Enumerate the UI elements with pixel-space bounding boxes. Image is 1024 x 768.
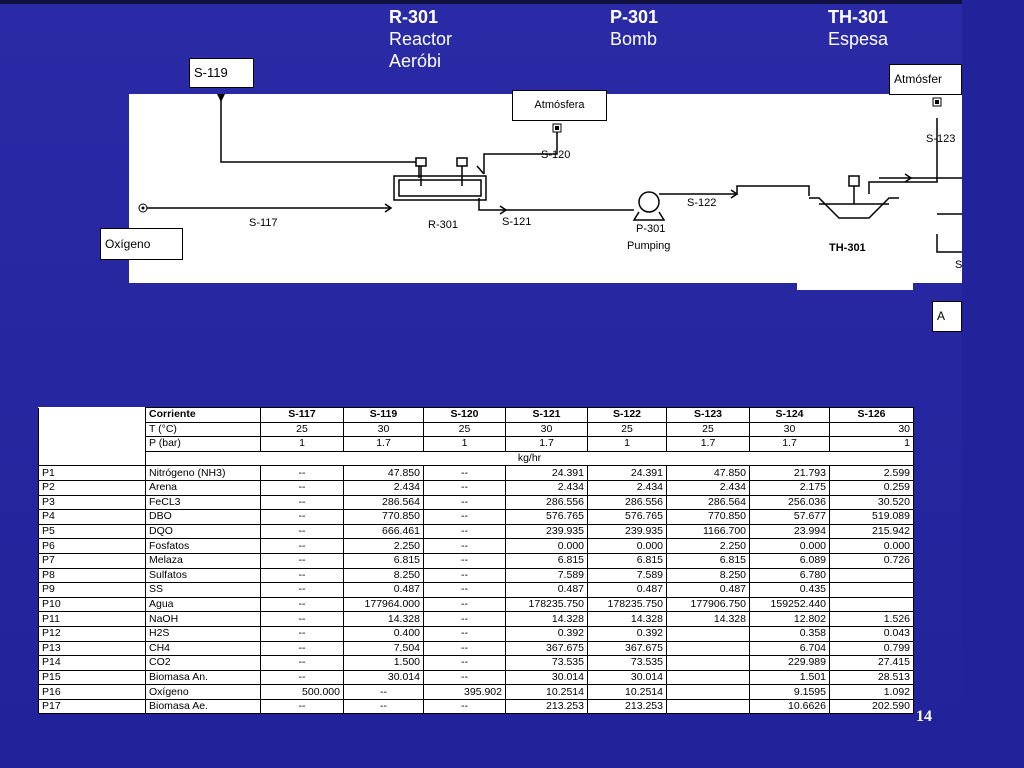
row-value-cell: 6.089: [750, 553, 830, 568]
pump-base: [634, 212, 664, 220]
row-value-cell: 6.704: [750, 641, 830, 656]
row-value-cell: --: [424, 612, 506, 627]
process-flow-diagram: [129, 94, 962, 283]
units-label: kg/hr: [146, 451, 914, 466]
s119-label-box: S-119: [189, 58, 254, 88]
row-value-cell: --: [424, 568, 506, 583]
row-value-cell: 73.535: [588, 656, 667, 671]
stream-out-3: [937, 234, 962, 252]
row-value-cell: 286.556: [588, 495, 667, 510]
row-id: P8: [39, 568, 146, 583]
row-id: P7: [39, 553, 146, 568]
stream-s122-line: [659, 186, 809, 196]
row-value-cell: --: [424, 699, 506, 714]
row-value-cell: 14.328: [344, 612, 424, 627]
label-pumping: Pumping: [627, 240, 671, 252]
row-value-cell: 159252.440: [750, 597, 830, 612]
row-value-cell: --: [424, 480, 506, 495]
table-header-row: [39, 408, 914, 423]
row-id: P14: [39, 656, 146, 671]
row-value-cell: 6.815: [588, 553, 667, 568]
right-margin: [962, 0, 1024, 768]
row-value-cell: 0.000: [588, 539, 667, 554]
pressure-cell: 1: [830, 437, 914, 452]
row-component-name: FeCL3: [146, 495, 261, 510]
row-id: P4: [39, 510, 146, 525]
row-value-cell: 7.589: [506, 568, 588, 583]
temp-cell: 25: [424, 422, 506, 437]
row-value-cell: 576.765: [506, 510, 588, 525]
row-value-cell: [667, 670, 750, 685]
row-value-cell: 239.935: [506, 524, 588, 539]
row-value-cell: 9.1595: [750, 685, 830, 700]
table-row: [39, 699, 914, 714]
table-row: [39, 466, 914, 481]
pump-circle: [639, 192, 659, 212]
row-id: P5: [39, 524, 146, 539]
row-value-cell: 2.434: [344, 480, 424, 495]
row-component-name: Biomasa Ae.: [146, 699, 261, 714]
equipment-tag: P-301: [610, 7, 659, 27]
row-value-cell: 30.014: [588, 670, 667, 685]
row-component-name: Biomasa An.: [146, 670, 261, 685]
oxygen-label-box: Oxígeno: [100, 228, 183, 260]
row-value-cell: 2.599: [830, 466, 914, 481]
stream-s119-line: [221, 94, 419, 178]
header-stream: S-117: [261, 408, 344, 423]
row-value-cell: 6.780: [750, 568, 830, 583]
row-value-cell: 286.564: [344, 495, 424, 510]
row-value-cell: 0.259: [830, 480, 914, 495]
label-s117: S-117: [249, 217, 278, 229]
row-value-cell: --: [344, 685, 424, 700]
label-s121: S-121: [502, 216, 532, 228]
row-value-cell: [667, 685, 750, 700]
row-component-name: Oxígeno: [146, 685, 261, 700]
row-id: P10: [39, 597, 146, 612]
row-value-cell: 239.935: [588, 524, 667, 539]
atmosphere-label-box-right: Atmósfer: [889, 64, 962, 95]
row-value-cell: 286.556: [506, 495, 588, 510]
row-value-cell: 666.461: [344, 524, 424, 539]
row-value-cell: --: [261, 583, 344, 598]
table-row: [39, 539, 914, 554]
row-value-cell: --: [261, 699, 344, 714]
row-value-cell: 2.434: [506, 480, 588, 495]
row-value-cell: 24.391: [506, 466, 588, 481]
row-value-cell: --: [344, 699, 424, 714]
row-value-cell: 27.415: [830, 656, 914, 671]
row-component-name: Fosfatos: [146, 539, 261, 554]
row-value-cell: 73.535: [506, 656, 588, 671]
row-value-cell: 229.989: [750, 656, 830, 671]
row-value-cell: 0.799: [830, 641, 914, 656]
row-value-cell: 0.487: [588, 583, 667, 598]
equipment-name: Reactor: [389, 29, 453, 49]
row-value-cell: 6.815: [667, 553, 750, 568]
row-value-cell: 256.036: [750, 495, 830, 510]
table-row: [39, 524, 914, 539]
arrow-s120: [477, 166, 484, 174]
row-value-cell: 0.392: [588, 626, 667, 641]
row-value-cell: [830, 583, 914, 598]
row-value-cell: 213.253: [506, 699, 588, 714]
table-row: [39, 597, 914, 612]
row-value-cell: 1.526: [830, 612, 914, 627]
row-value-cell: 202.590: [830, 699, 914, 714]
row-value-cell: 30.520: [830, 495, 914, 510]
temperature-label: T (°C): [146, 422, 261, 437]
row-value-cell: 367.675: [506, 641, 588, 656]
row-value-cell: 770.850: [667, 510, 750, 525]
row-component-name: Arena: [146, 480, 261, 495]
row-value-cell: --: [261, 656, 344, 671]
table-row: [39, 685, 914, 700]
reactor-inner: [399, 180, 481, 196]
row-component-name: CO2: [146, 656, 261, 671]
pressure-cell: 1.7: [750, 437, 830, 452]
row-value-cell: 6.815: [506, 553, 588, 568]
row-value-cell: 2.175: [750, 480, 830, 495]
flow-diagram-svg: [129, 94, 962, 283]
row-value-cell: 1.092: [830, 685, 914, 700]
row-value-cell: 57.677: [750, 510, 830, 525]
header-stream: S-123: [667, 408, 750, 423]
row-value-cell: [830, 568, 914, 583]
row-value-cell: 7.504: [344, 641, 424, 656]
row-value-cell: 0.726: [830, 553, 914, 568]
pressure-cell: 1.7: [506, 437, 588, 452]
table-row: [39, 583, 914, 598]
table-row: [39, 656, 914, 671]
table-row: [39, 480, 914, 495]
temp-cell: 25: [667, 422, 750, 437]
row-value-cell: [667, 656, 750, 671]
header-stream: S-126: [830, 408, 914, 423]
equipment-p301: [610, 6, 658, 50]
table-row: [39, 641, 914, 656]
row-value-cell: 2.250: [667, 539, 750, 554]
row-value-cell: 10.6626: [750, 699, 830, 714]
row-value-cell: 0.400: [344, 626, 424, 641]
temp-cell: 30: [344, 422, 424, 437]
row-component-name: Nitrógeno (NH3): [146, 466, 261, 481]
top-border: [0, 0, 962, 4]
row-value-cell: --: [424, 597, 506, 612]
row-value-cell: --: [424, 495, 506, 510]
row-value-cell: 367.675: [588, 641, 667, 656]
stream-s123-line: [869, 118, 937, 194]
header-stream: S-124: [750, 408, 830, 423]
row-value-cell: 14.328: [667, 612, 750, 627]
pressure-cell: 1.7: [344, 437, 424, 452]
row-id: P1: [39, 466, 146, 481]
pressure-cell: 1: [588, 437, 667, 452]
row-value-cell: --: [261, 466, 344, 481]
row-value-cell: --: [424, 583, 506, 598]
row-value-cell: --: [261, 626, 344, 641]
header-stream: S-122: [588, 408, 667, 423]
temp-cell: 30: [506, 422, 588, 437]
row-value-cell: --: [424, 539, 506, 554]
row-id: P15: [39, 670, 146, 685]
row-value-cell: --: [261, 612, 344, 627]
header-stream: S-119: [344, 408, 424, 423]
row-component-name: Melaza: [146, 553, 261, 568]
row-value-cell: 23.994: [750, 524, 830, 539]
label-p301: P-301: [636, 223, 666, 235]
row-value-cell: [667, 626, 750, 641]
row-id: P12: [39, 626, 146, 641]
pressure-cell: 1: [261, 437, 344, 452]
table-row: [39, 612, 914, 627]
row-value-cell: --: [424, 626, 506, 641]
row-value-cell: --: [261, 553, 344, 568]
row-component-name: SS: [146, 583, 261, 598]
label-s120: S-120: [541, 149, 571, 161]
row-value-cell: 24.391: [588, 466, 667, 481]
table-row: [39, 670, 914, 685]
stream-table: [38, 407, 914, 714]
row-value-cell: 28.513: [830, 670, 914, 685]
row-value-cell: 0.043: [830, 626, 914, 641]
row-value-cell: 30.014: [506, 670, 588, 685]
table-row: [39, 626, 914, 641]
row-value-cell: [667, 641, 750, 656]
row-value-cell: --: [261, 495, 344, 510]
row-component-name: Sulfatos: [146, 568, 261, 583]
row-value-cell: 10.2514: [506, 685, 588, 700]
table-row: [39, 495, 914, 510]
row-id: P9: [39, 583, 146, 598]
label-s122: S-122: [687, 197, 717, 209]
label-r301: R-301: [428, 219, 458, 231]
table-row: [39, 553, 914, 568]
row-value-cell: 215.942: [830, 524, 914, 539]
temp-cell: 30: [750, 422, 830, 437]
row-value-cell: 1166.700: [667, 524, 750, 539]
row-value-cell: 500.000: [261, 685, 344, 700]
row-value-cell: 2.434: [667, 480, 750, 495]
pressure-cell: 1.7: [667, 437, 750, 452]
row-value-cell: 21.793: [750, 466, 830, 481]
row-value-cell: --: [424, 466, 506, 481]
row-id: P16: [39, 685, 146, 700]
row-component-name: Agua: [146, 597, 261, 612]
row-value-cell: 14.328: [506, 612, 588, 627]
row-value-cell: 8.250: [667, 568, 750, 583]
row-value-cell: 576.765: [588, 510, 667, 525]
label-s123: S-123: [926, 133, 956, 145]
row-value-cell: --: [261, 670, 344, 685]
header-stream: S-120: [424, 408, 506, 423]
row-value-cell: --: [261, 597, 344, 612]
row-value-cell: 177964.000: [344, 597, 424, 612]
row-value-cell: 770.850: [344, 510, 424, 525]
row-value-cell: [667, 699, 750, 714]
row-value-cell: 213.253: [588, 699, 667, 714]
row-id: P17: [39, 699, 146, 714]
temp-cell: 25: [261, 422, 344, 437]
temp-cell: 25: [588, 422, 667, 437]
equipment-name: Espesa: [828, 29, 889, 49]
row-value-cell: --: [424, 524, 506, 539]
row-component-name: CH4: [146, 641, 261, 656]
row-value-cell: --: [261, 539, 344, 554]
row-id: P11: [39, 612, 146, 627]
row-value-cell: 12.802: [750, 612, 830, 627]
table-row: [39, 510, 914, 525]
row-value-cell: 14.328: [588, 612, 667, 627]
row-value-cell: 47.850: [344, 466, 424, 481]
row-value-cell: 2.250: [344, 539, 424, 554]
row-value-cell: 1.501: [750, 670, 830, 685]
row-value-cell: --: [261, 480, 344, 495]
row-value-cell: --: [424, 510, 506, 525]
row-value-cell: 0.000: [506, 539, 588, 554]
row-value-cell: --: [424, 641, 506, 656]
row-value-cell: 1.500: [344, 656, 424, 671]
row-value-cell: [830, 597, 914, 612]
page-number: 14: [916, 708, 932, 725]
table-row: [39, 568, 914, 583]
row-value-cell: 0.000: [830, 539, 914, 554]
row-component-name: DBO: [146, 510, 261, 525]
thickener-motor: [849, 176, 859, 186]
equipment-name: Bomb: [610, 29, 658, 49]
label-th301: TH-301: [829, 242, 866, 254]
header-stream: S-121: [506, 408, 588, 423]
row-value-cell: --: [261, 568, 344, 583]
arrow-s119: [217, 94, 225, 102]
row-value-cell: --: [424, 656, 506, 671]
row-component-name: H2S: [146, 626, 261, 641]
equipment-th301: [828, 6, 888, 50]
flow-panel-tab: [797, 282, 913, 290]
row-value-cell: 395.902: [424, 685, 506, 700]
row-value-cell: --: [424, 670, 506, 685]
label-s-cut: S: [955, 259, 962, 271]
row-id: P6: [39, 539, 146, 554]
row-value-cell: 6.815: [344, 553, 424, 568]
row-id: P2: [39, 480, 146, 495]
row-value-cell: 0.487: [667, 583, 750, 598]
row-value-cell: 177906.750: [667, 597, 750, 612]
equipment-name-2: Aeróbi: [389, 51, 442, 70]
equipment-r301: [389, 6, 452, 70]
row-value-cell: --: [261, 524, 344, 539]
header-label: Corriente: [146, 408, 261, 423]
row-value-cell: --: [261, 510, 344, 525]
row-value-cell: 286.564: [667, 495, 750, 510]
row-value-cell: 10.2514: [588, 685, 667, 700]
pressure-row: [39, 437, 914, 452]
stream-table-body: [39, 408, 914, 714]
pressure-label: P (bar): [146, 437, 261, 452]
row-component-name: DQO: [146, 524, 261, 539]
atmosphere-label-box: Atmósfera: [512, 90, 607, 121]
row-value-cell: --: [424, 553, 506, 568]
row-value-cell: 30.014: [344, 670, 424, 685]
equipment-tag: R-301: [389, 7, 439, 27]
row-value-cell: 178235.750: [588, 597, 667, 612]
row-value-cell: 0.487: [344, 583, 424, 598]
row-value-cell: --: [261, 641, 344, 656]
row-value-cell: 0.392: [506, 626, 588, 641]
temperature-row: [39, 422, 914, 437]
row-value-cell: 8.250: [344, 568, 424, 583]
temp-cell: 30: [830, 422, 914, 437]
row-value-cell: 7.589: [588, 568, 667, 583]
row-value-cell: 0.358: [750, 626, 830, 641]
row-value-cell: 178235.750: [506, 597, 588, 612]
row-id: P3: [39, 495, 146, 510]
a-label-box: A: [932, 301, 962, 332]
equipment-tag: TH-301: [828, 7, 889, 27]
row-value-cell: 47.850: [667, 466, 750, 481]
units-row: [39, 451, 914, 466]
row-value-cell: 519.089: [830, 510, 914, 525]
row-component-name: NaOH: [146, 612, 261, 627]
row-value-cell: 2.434: [588, 480, 667, 495]
pressure-cell: 1: [424, 437, 506, 452]
row-value-cell: 0.435: [750, 583, 830, 598]
row-value-cell: 0.000: [750, 539, 830, 554]
row-id: P13: [39, 641, 146, 656]
row-value-cell: 0.487: [506, 583, 588, 598]
